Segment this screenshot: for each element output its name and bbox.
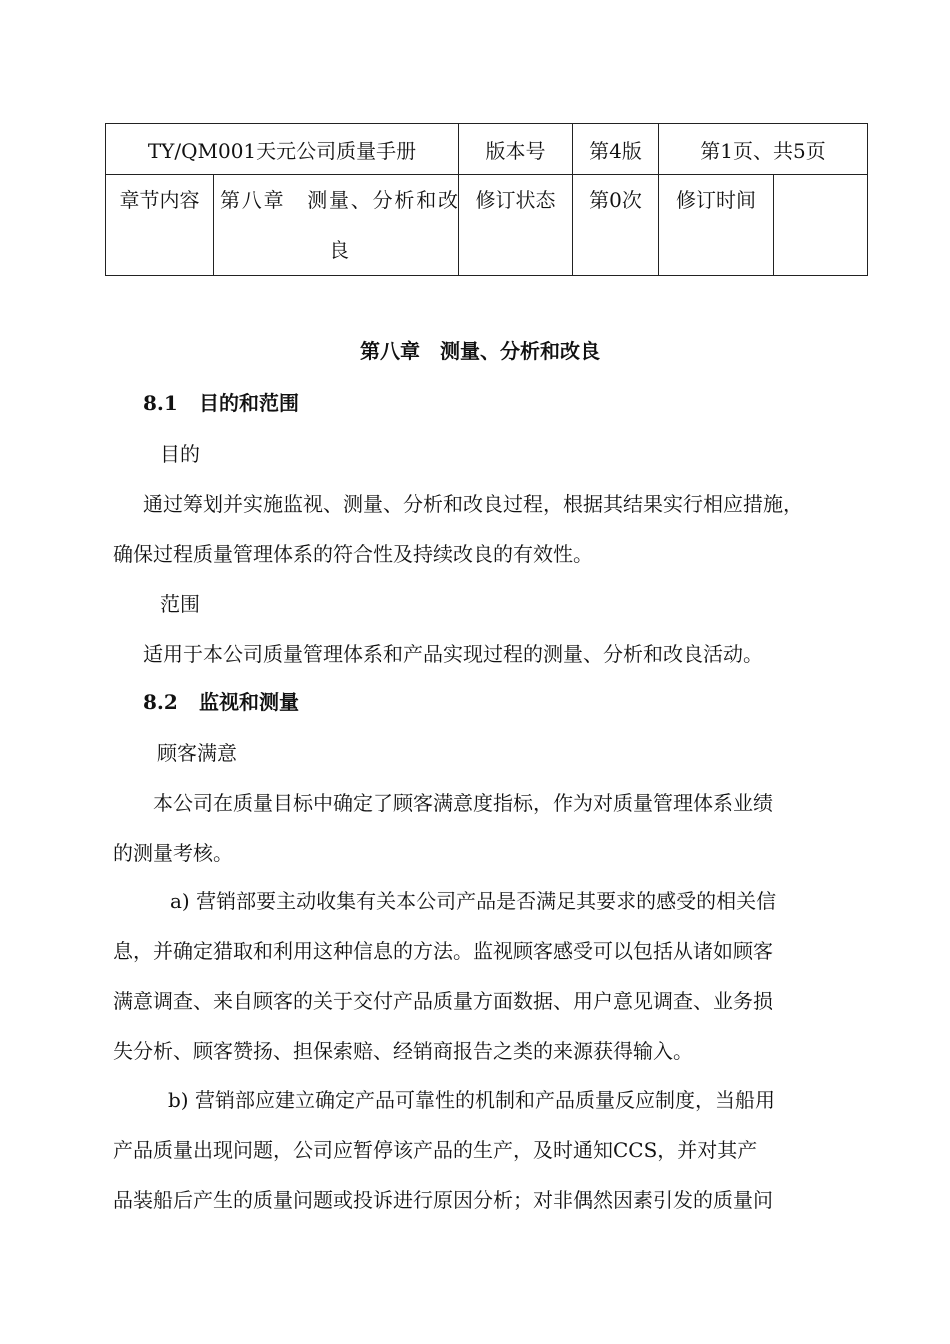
satisfaction-heading: 顾客满意 xyxy=(157,741,237,765)
item-a-line-3: 满意调查、来自顾客的关于交付产品质量方面数据、用户意见调查、业务损 xyxy=(113,989,773,1013)
item-a-line-2: 息，并确定猎取和利用这种信息的方法。监视顾客感受可以包括从诸如顾客 xyxy=(113,939,773,963)
version-label-cell xyxy=(459,124,573,175)
purpose-text-line-1: 通过筹划并实施监视、测量、分析和改良过程，根据其结果实行相应措施， xyxy=(143,492,803,516)
item-b-line-2: 产品质量出现问题，公司应暂停该产品的生产，及时通知CCS，并对其产 xyxy=(113,1138,758,1162)
chapter-title: 第八章 测量、分析和改良 xyxy=(360,339,600,363)
scope-heading: 范围 xyxy=(160,592,200,616)
purpose-text-line-2: 确保过程质量管理体系的符合性及持续改良的有效性。 xyxy=(113,542,593,566)
section-8-2-heading xyxy=(143,686,299,715)
version-value: 第4版 xyxy=(589,138,642,163)
page-info: 第1页、共5页 xyxy=(700,138,826,163)
section-label-cell xyxy=(106,175,214,276)
section-number: 8.2 xyxy=(143,690,178,714)
item-a-line-1: a) 营销部要主动收集有关本公司产品是否满足其要求的感受的相关信 xyxy=(170,889,777,913)
revision-value: 第0次 xyxy=(589,188,642,212)
scope-text: 适用于本公司质量管理体系和产品实现过程的测量、分析和改良活动。 xyxy=(143,642,763,666)
section-label: 章节内容 xyxy=(119,188,200,212)
doc-title-cell xyxy=(106,124,459,175)
version-label: 版本号 xyxy=(485,138,546,163)
section-8-1-heading xyxy=(143,387,299,416)
item-a-line-4: 失分析、顾客赞扬、担保索赔、经销商报告之类的来源获得输入。 xyxy=(113,1039,693,1063)
purpose-heading: 目的 xyxy=(160,442,200,466)
item-b-line-3: 品装船后产生的质量问题或投诉进行原因分析；对非偶然因素引发的质量问 xyxy=(113,1188,773,1212)
revision-label: 修订状态 xyxy=(475,188,556,212)
section-title: 目的和范围 xyxy=(199,391,299,415)
doc-title: TY/QM001天元公司质量手册 xyxy=(147,138,417,163)
revision-time-label-cell xyxy=(659,175,774,276)
section-value: 第八章 测量、分析和改良 xyxy=(220,188,458,262)
satisfaction-text-line-1: 本公司在质量目标中确定了顾客满意度指标，作为对质量管理体系业绩 xyxy=(153,791,773,815)
revision-time-label: 修订时间 xyxy=(676,188,756,212)
revision-label-cell xyxy=(459,175,573,276)
document-header-table xyxy=(105,123,868,276)
revision-value-cell xyxy=(573,175,659,276)
section-title: 监视和测量 xyxy=(199,690,299,714)
version-value-cell xyxy=(573,124,659,175)
item-b-line-1: b) 营销部应建立确定产品可靠性的机制和产品质量反应制度，当船用 xyxy=(168,1088,775,1112)
satisfaction-text-line-2: 的测量考核。 xyxy=(113,841,233,865)
section-value-cell xyxy=(214,175,459,276)
page-info-cell xyxy=(659,124,868,175)
section-number: 8.1 xyxy=(143,391,178,415)
revision-time-value-cell xyxy=(774,175,868,276)
